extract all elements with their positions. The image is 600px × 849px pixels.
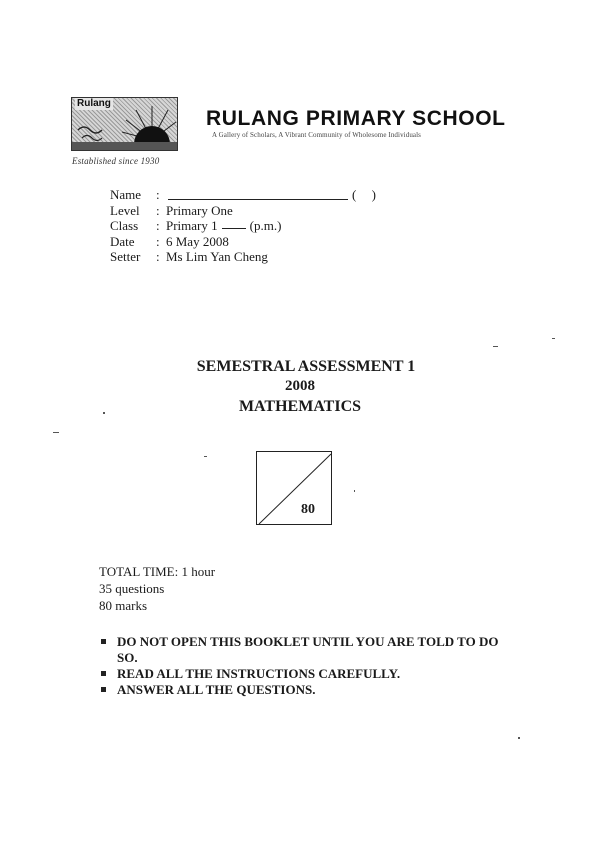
detail-label: Class xyxy=(110,218,139,233)
detail-row-name xyxy=(110,187,376,203)
detail-row-level xyxy=(110,203,376,219)
index-number-brackets: ( ) xyxy=(352,187,376,202)
scan-speck xyxy=(103,412,105,414)
exam-subject: MATHEMATICS xyxy=(238,398,362,415)
instruction-text: READ ALL THE INSTRUCTIONS CAREFULLY. xyxy=(117,666,401,681)
detail-row-class xyxy=(110,218,376,234)
detail-value: Primary One xyxy=(166,202,233,218)
school-logo xyxy=(71,97,178,151)
exam-title-block xyxy=(0,357,600,417)
school-motto: A Gallery of Scholars, A Vibrant Community of Wholesome Individuals xyxy=(212,131,421,139)
detail-value: Primary 1 xyxy=(166,218,218,233)
detail-label: Date xyxy=(110,233,135,249)
exam-year: 2008 xyxy=(285,378,315,394)
school-name: RULANG PRIMARY SCHOOL xyxy=(206,107,506,130)
diagonal-divider xyxy=(257,452,333,526)
question-count: 35 questions xyxy=(99,581,165,596)
detail-label: Level xyxy=(110,202,140,218)
total-time: TOTAL TIME: 1 hour xyxy=(99,564,216,579)
exam-title: SEMESTRAL ASSESSMENT 1 xyxy=(196,358,416,375)
instruction-text: ANSWER ALL THE QUESTIONS. xyxy=(117,682,316,697)
detail-value: 6 May 2008 xyxy=(166,233,229,249)
detail-separator: : xyxy=(156,233,160,249)
detail-separator: : xyxy=(156,202,160,218)
detail-label: Setter xyxy=(110,249,141,264)
scan-speck xyxy=(493,346,498,347)
detail-row-setter xyxy=(110,249,376,265)
total-marks: 80 marks xyxy=(99,598,148,613)
scan-speck xyxy=(552,338,555,339)
list-item xyxy=(99,682,519,698)
detail-value-suffix: (p.m.) xyxy=(249,218,282,233)
list-item xyxy=(99,634,519,666)
detail-separator: : xyxy=(156,249,160,264)
scan-speck xyxy=(53,432,59,433)
student-details xyxy=(110,187,376,265)
instruction-text: DO NOT OPEN THIS BOOKLET UNTIL YOU ARE TOLD TO DO SO. xyxy=(117,634,499,665)
list-item xyxy=(99,666,519,682)
scan-speck xyxy=(204,456,207,457)
bullet-icon xyxy=(101,687,106,692)
detail-value: Ms Lim Yan Cheng xyxy=(166,249,268,264)
name-field[interactable] xyxy=(168,187,348,200)
score-total: 80 xyxy=(301,502,315,517)
score-box xyxy=(256,451,332,525)
detail-separator: : xyxy=(156,187,160,202)
class-field[interactable] xyxy=(222,218,246,229)
scan-speck xyxy=(518,737,520,739)
detail-label: Name xyxy=(110,187,142,202)
scan-speck xyxy=(354,490,355,492)
bullet-icon xyxy=(101,639,106,644)
established-text: Established since 1930 xyxy=(72,156,160,166)
detail-row-date xyxy=(110,234,376,250)
detail-separator: : xyxy=(156,218,160,233)
logo-text: Rulang xyxy=(77,98,111,109)
bullet-icon xyxy=(101,671,106,676)
exam-info xyxy=(99,563,215,614)
instructions-list xyxy=(99,634,519,698)
